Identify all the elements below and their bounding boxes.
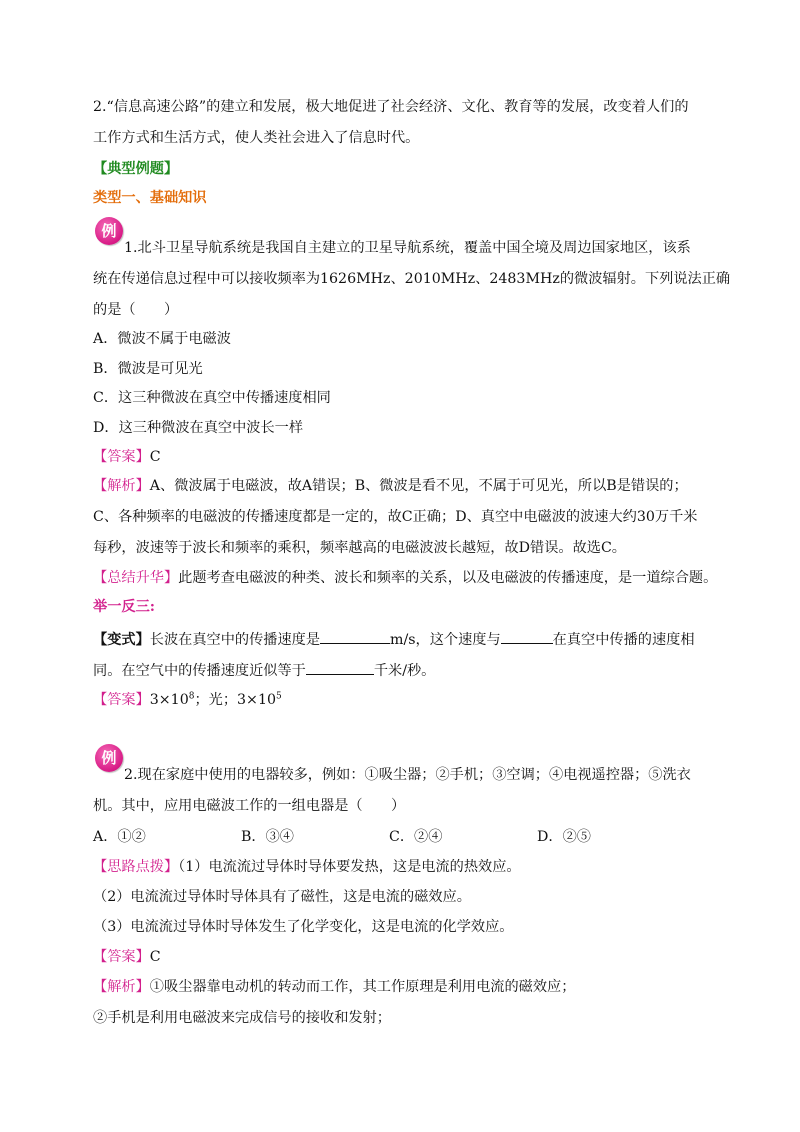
q2-option-a: A．①② bbox=[93, 829, 146, 845]
variant-answer bbox=[93, 690, 713, 710]
q1-answer-label: 【答案】 bbox=[93, 449, 150, 465]
q1-option-d: D．这三种微波在真空中波长一样 bbox=[93, 420, 304, 436]
variant-answer-mid: ；光；3×10 bbox=[194, 692, 276, 708]
q1-analysis-text-1: A、微波属于电磁波，故A错误；B、微波是看不见，不属于可见光，所以B是错误的； bbox=[149, 478, 688, 494]
q1-line-1: 1.北斗卫星导航系统是我国自主建立的卫星导航系统，覆盖中国全境及周边国家地区，该系 bbox=[124, 240, 691, 256]
variant-blank-1[interactable] bbox=[320, 628, 390, 644]
q2-hint-label: 【思路点拨】 bbox=[93, 859, 179, 875]
variant-text-2: m/s，这个速度与 bbox=[390, 632, 501, 648]
example-badge-icon: 例 bbox=[95, 217, 123, 245]
q1-option-c: C．这三种微波在真空中传播速度相同 bbox=[93, 390, 331, 406]
example-badge-icon-2: 例 bbox=[95, 744, 123, 772]
q1-option-a: A．微波不属于电磁波 bbox=[93, 331, 231, 347]
variant-answer-a-exp: 8 bbox=[188, 691, 195, 702]
q1-line-2: 统在传递信息过程中可以接收频率为1626MHz、2010MHz、2483MHz的微波辐射。下列说法正确 bbox=[93, 271, 731, 287]
q1-analysis-label: 【解析】 bbox=[93, 478, 150, 494]
variant-answer-a: 3×10 bbox=[149, 692, 189, 708]
q2-analysis-line-2: ②手机是利用电磁波来完成信号的接收和发射； bbox=[93, 1010, 391, 1026]
section-title: 【典型例题】 bbox=[93, 161, 179, 177]
q2-hint-line-1 bbox=[93, 857, 713, 877]
variant-blank-3[interactable] bbox=[306, 659, 374, 675]
q2-answer-label: 【答案】 bbox=[93, 949, 150, 965]
q2-answer bbox=[93, 947, 713, 967]
type-title: 类型一、基础知识 bbox=[93, 190, 207, 206]
intro-line-1: 2.“信息高速公路”的建立和发展，极大地促进了社会经济、文化、教育等的发展，改变着人们的 bbox=[93, 99, 689, 115]
practice-title: 举一反三: bbox=[93, 599, 155, 615]
variant-blank-2[interactable] bbox=[501, 628, 553, 644]
q1-analysis-line-2: C、各种频率的电磁波的传播速度都是一定的，故C正确；D、真空中电磁波的波速大约30万千米 bbox=[93, 509, 698, 525]
intro-line-2: 工作方式和生活方式，使人类社会进入了信息时代。 bbox=[93, 130, 420, 146]
q2-analysis-line-1 bbox=[93, 977, 713, 997]
q1-line-3: 的是（ ） bbox=[93, 302, 179, 318]
q1-summary bbox=[93, 568, 718, 588]
q2-option-b: B．③④ bbox=[241, 829, 294, 845]
q2-line-2: 机。其中，应用电磁波工作的一组电器是（ ） bbox=[93, 798, 406, 814]
variant-text-5: 千米/秒。 bbox=[373, 663, 436, 679]
q1-answer bbox=[93, 447, 713, 467]
q1-option-b: B．微波是可见光 bbox=[93, 361, 203, 377]
q1-summary-label: 【总结升华】 bbox=[93, 570, 179, 586]
q2-options bbox=[93, 827, 713, 847]
q2-line-1: 2.现在家庭中使用的电器较多，例如：①吸尘器；②手机；③空调；④电视遥控器；⑤洗衣 bbox=[124, 767, 691, 783]
q1-analysis-line-3: 每秒，波速等于波长和频率的乘积，频率越高的电磁波波长越短，故D错误。故选C。 bbox=[93, 540, 626, 556]
variant-answer-b-exp: 5 bbox=[276, 691, 282, 702]
q2-analysis-text-1: ①吸尘器靠电动机的转动而工作，其工作原理是利用电流的磁效应； bbox=[149, 979, 576, 995]
variant-answer-label: 【答案】 bbox=[93, 692, 150, 708]
q2-hint-text-1: （1）电流流过导体时导体要发热，这是电流的热效应。 bbox=[178, 859, 521, 875]
q2-hint-line-2: （2）电流流过导体时导体具有了磁性，这是电流的磁效应。 bbox=[93, 889, 471, 905]
q2-option-d: D．②⑤ bbox=[537, 829, 591, 845]
variant-line-1 bbox=[93, 628, 713, 650]
variant-label: 【变式】 bbox=[93, 632, 150, 648]
q2-hint-line-3: （3）电流流过导体时导体发生了化学变化，这是电流的化学效应。 bbox=[93, 919, 514, 935]
variant-text-1: 长波在真空中的传播速度是 bbox=[149, 632, 321, 648]
variant-text-3: 在真空中传播的速度相 bbox=[552, 632, 695, 648]
q2-analysis-label: 【解析】 bbox=[93, 979, 150, 995]
q1-answer-value: C bbox=[149, 449, 161, 465]
q1-summary-text: 此题考查电磁波的种类、波长和频率的关系，以及电磁波的传播速度，是一道综合题。 bbox=[178, 570, 718, 586]
q1-analysis-line-1 bbox=[93, 476, 713, 496]
variant-text-4: 同。在空气中的传播速度近似等于 bbox=[93, 663, 306, 679]
variant-line-2 bbox=[93, 659, 713, 681]
q2-option-c: C．②④ bbox=[389, 829, 443, 845]
q2-answer-value: C bbox=[149, 949, 161, 965]
